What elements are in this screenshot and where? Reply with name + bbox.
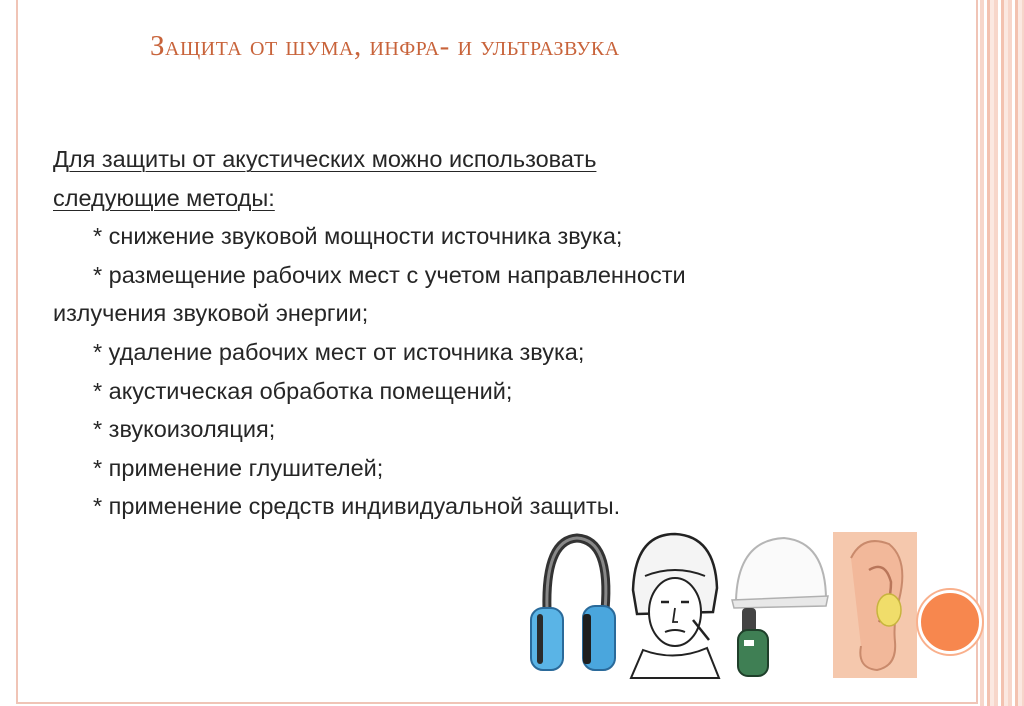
ear-earplug-icon (833, 530, 917, 680)
bullet-item: * применение глушителей; (93, 454, 384, 481)
decorative-circle (918, 590, 982, 654)
decorative-stripes (980, 0, 1024, 706)
slide-body (53, 140, 853, 526)
earmuffs-icon (525, 530, 625, 680)
slide-title: Защита от шума, инфра- и ультразвука (150, 30, 620, 62)
bullet-item: * размещение рабочих мест с учетом направленности (93, 261, 686, 288)
helmet-man-icon (623, 530, 725, 680)
bullet-continuation: излучения звуковой энергии; (53, 300, 369, 327)
bullet-item: * удаление рабочих мест от источника звука; (93, 338, 585, 365)
intro-line-2: следующие методы: (53, 184, 275, 211)
hard-hat-earmuffs-icon (730, 530, 830, 680)
bullet-item: * применение средств индивидуальной защиты. (93, 493, 621, 520)
protection-illustrations (525, 530, 920, 680)
bullet-item: * снижение звуковой мощности источника звука; (93, 223, 623, 250)
bullet-item: * звукоизоляция; (93, 416, 276, 443)
bullet-item: * акустическая обработка помещений; (93, 377, 513, 404)
intro-line-1: Для защиты от акустических можно использовать (53, 146, 597, 172)
